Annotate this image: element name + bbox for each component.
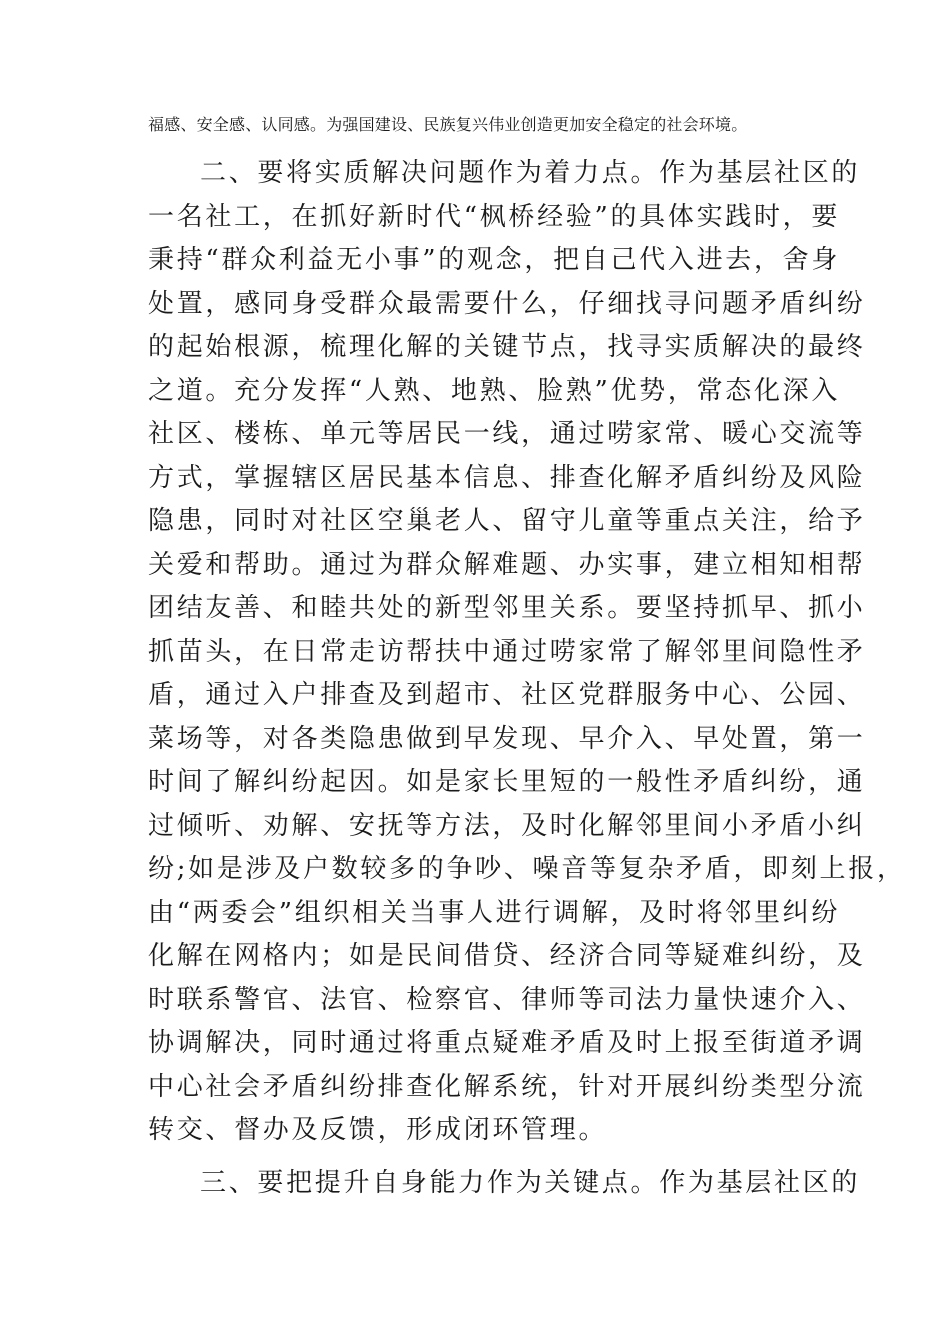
paragraph-line: 社区、楼栋、单元等居民一线，通过唠家常、暖心交流等: [148, 419, 866, 449]
paragraph-line: 团结友善、和睦共处的新型邻里关系。要坚持抓早、抓小: [148, 593, 866, 623]
paragraph-line: 处置，感同身受群众最需要什么，仔细找寻问题矛盾纠纷: [148, 288, 866, 319]
paragraph-line: 纷;如是涉及户数较多的争吵、噪音等复杂矛盾，即刻上报，: [148, 854, 906, 884]
paragraph-line: 时联系警官、法官、检察官、律师等司法力量快速介入、: [148, 984, 866, 1015]
paragraph-line: 转交、督办及反馈，形成闭环管理。: [148, 1115, 608, 1145]
paragraph-line: 由“两委会”组织相关当事人进行调解，及时将邻里纠纷: [148, 897, 841, 928]
paragraph-three: [148, 1162, 861, 1206]
paragraph-two: [148, 152, 906, 1153]
paragraph-line: 抓苗头，在日常走访帮扶中通过唠家常了解邻里间隐性矛: [148, 636, 866, 667]
paragraph-line: 三、要把提升自身能力作为关键点。作为基层社区的: [200, 1168, 861, 1198]
paragraph-line: 之道。充分发挥“人熟、地熟、脸熟”优势，常态化深入: [148, 375, 841, 406]
paragraph-line: 关爱和帮助。通过为群众解难题、办实事，建立相知相帮: [148, 549, 866, 580]
paragraph-line: 二、要将实质解决问题作为着力点。作为基层社区的: [200, 158, 861, 188]
paragraph-line: 的起始根源，梳理化解的关键节点，找寻实质解决的最终: [148, 332, 866, 362]
continued-text-line: 福感、安全感、认同感。为强国建设、民族复兴伟业创造更加安全稳定的社会环境。: [148, 115, 748, 134]
paragraph-line: 方式，掌握辖区居民基本信息、排查化解矛盾纠纷及风险: [148, 462, 866, 493]
paragraph-line: 化解在网格内；如是民间借贷、经济合同等疑难纠纷，及: [148, 941, 866, 971]
paragraph-line: 隐患，同时对社区空巢老人、留守儿童等重点关注，给予: [148, 506, 866, 536]
paragraph-line: 协调解决，同时通过将重点疑难矛盾及时上报至街道矛调: [148, 1028, 866, 1058]
paragraph-line: 时间了解纠纷起因。如是家长里短的一般性矛盾纠纷，通: [148, 767, 866, 797]
paragraph-line: 盾，通过入户排查及到超市、社区党群服务中心、公园、: [148, 680, 866, 710]
paragraph-line: 中心社会矛盾纠纷排查化解系统，针对开展纠纷类型分流: [148, 1071, 866, 1102]
paragraph-line: 过倾听、劝解、安抚等方法，及时化解邻里间小矛盾小纠: [148, 810, 866, 841]
paragraph-line: 一名社工，在抓好新时代“枫桥经验”的具体实践时，要: [148, 201, 841, 232]
paragraph-line: 菜场等，对各类隐患做到早发现、早介入、早处置，第一: [148, 723, 866, 754]
paragraph-line: 秉持“群众利益无小事”的观念，把自己代入进去，舍身: [148, 245, 841, 275]
